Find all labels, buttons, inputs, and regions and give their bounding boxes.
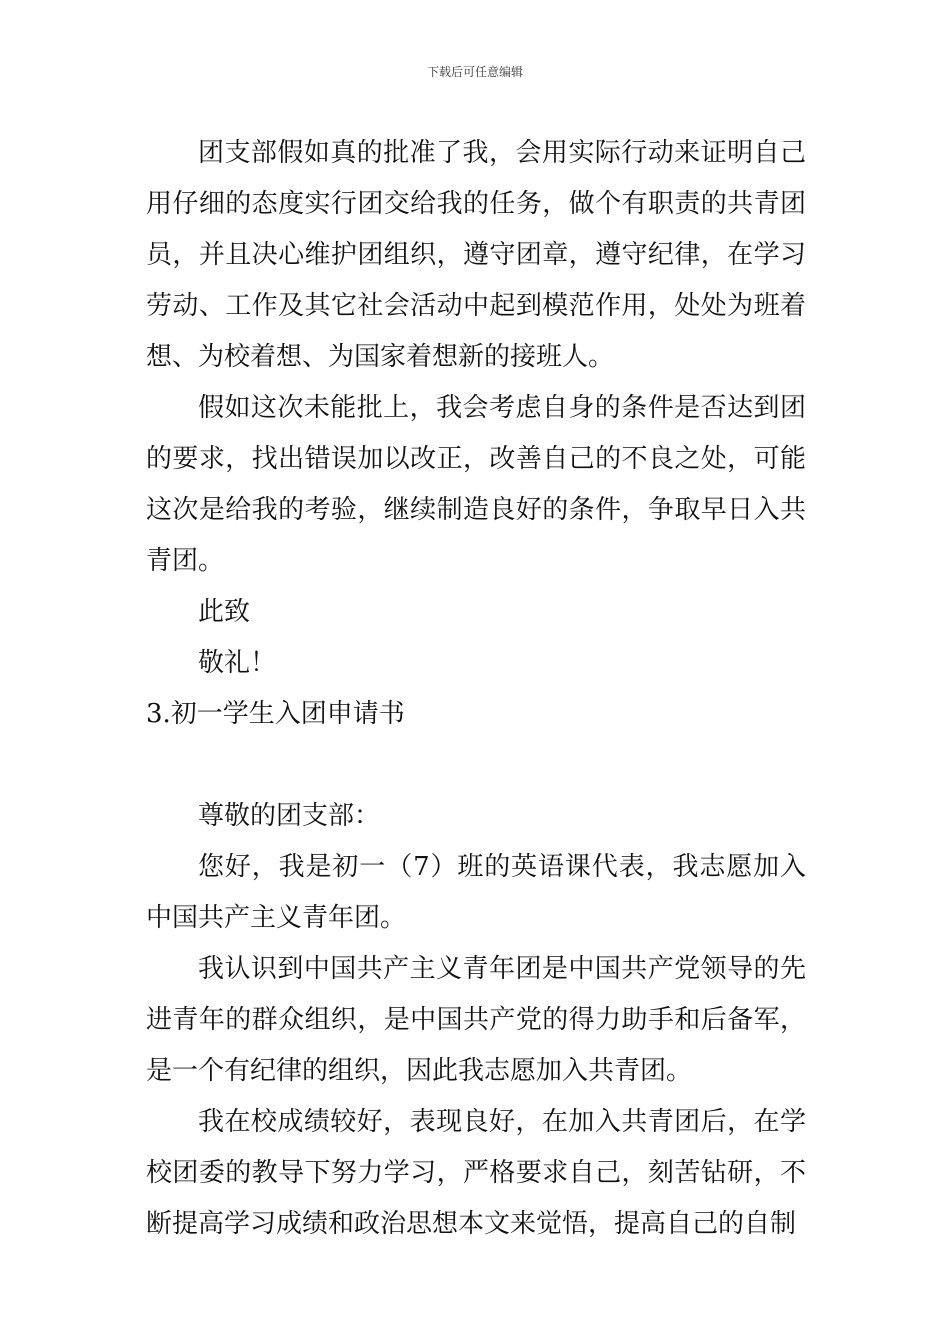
letter-salutation: 尊敬的团支部： [198,801,381,831]
section-spacer [146,740,806,791]
letter-paragraph-understanding: 我认识到中国共产主义青年团是中国共产党领导的先进青年的群众组织，是中国共产党的得力助手和后备军，是一个有纪律的组织，因此我志愿加入共青团。 [146,954,806,1086]
letter-paragraph-intro: 您好，我是初一（7）班的英语课代表，我志愿加入中国共产主义青年团。 [146,852,806,933]
closing-salutation: 此致 [198,597,251,627]
paragraph-approval: 团支部假如真的批准了我，会用实际行动来证明自己用仔细的态度实行团交给我的任务，做个有职责的共青团员，并且决心维护团组织，遵守团章，遵守纪律，在学习劳动、工作及其它社会活动中起到模范作用，处处为班着想、为校着想、为国家着想新的接班人。 [146,138,806,372]
letter-paragraph-commitment: 我在校成绩较好，表现良好，在加入共青团后，在学校团委的教导下努力学习，严格要求自己，刻苦钻研，不断提高学习成绩和政治思想本文来觉悟，提高自己的自制 [146,1107,806,1239]
paragraph-not-approved: 假如这次未能批上，我会考虑自身的条件是否达到团的要求，找出错误加以改正，改善自己的不良之处，可能这次是给我的考验，继续制造良好的条件，争取早日入共青团。 [146,393,806,576]
document-body [146,128,806,1250]
section-title: 3.初一学生入团申请书 [146,699,405,729]
closing-regards: 敬礼！ [198,648,277,678]
page-header-note: 下载后可任意编辑 [426,65,523,79]
